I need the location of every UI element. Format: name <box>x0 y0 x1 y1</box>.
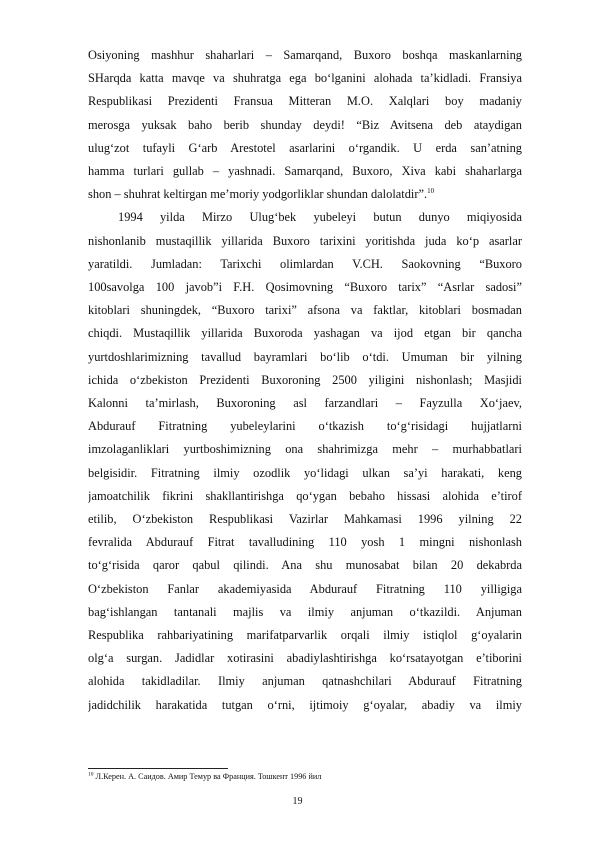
document-body <box>88 44 522 717</box>
footnote-reference[interactable]: 10 <box>427 187 435 196</box>
text-line: yaratildi. Jumladan: Tarixchi olimlardan V.CH. Saokovning “Buxoro <box>88 256 522 271</box>
text-line: 100savolga 100 javob”i F.H. Qosimovning “Buxoro tarix” “Asrlar sadosi” <box>88 280 522 295</box>
text-line: etilib, O‘zbekiston Respublikasi Vazirlar Mahkamasi 1996 yilning 22 <box>88 512 522 527</box>
text-line: Osiyoning mashhur shaharlari – Samarqand, Buxoro boshqa maskanlarning <box>88 48 522 62</box>
footnote-number: 10 <box>88 771 94 778</box>
text-line: jamoatchilik fikrini shakllantirishga qo‘ygan bebaho hissasi alohida e’tirof <box>88 488 522 503</box>
text-line: Kalonni ta’mirlash, Buxoroning asl farzandlari – Fayzulla Xo‘jaev, <box>88 396 522 411</box>
text-line: to‘g‘risida qaror qabul qilindi. Ana shu munosabat bilan 20 dekabrda <box>88 558 522 573</box>
text-line: kitoblari shuningdek, “Buxoro tarixi” afsona va faktlar, kitoblari bosmadan <box>88 303 522 318</box>
paragraph-2 <box>88 206 522 716</box>
text-line: yurtdoshlarimizning tavallud bayramlari bo‘lib o‘tdi. Umuman bir yilning <box>88 349 522 364</box>
text-line: olg‘a surgan. Jadidlar xotirasini abadiylashtirishga ko‘rsatayotgan e’tiborini <box>88 651 522 666</box>
text-line-last <box>88 183 522 206</box>
text-line: belgisidir. Fitratning ilmiy ozodlik yo‘lidagi ulkan sa’yi harakati, keng <box>88 465 522 480</box>
text-line: O‘zbekiston Fanlar akademiyasida Abdurauf Fitratning 110 yilligiga <box>88 581 522 596</box>
text-line: alohida takidladilar. Ilmiy anjuman qatnashchilari Abdurauf Fitratning <box>88 674 522 689</box>
text-line: bag‘ishlangan tantanali majlis va ilmiy anjuman o‘tkazildi. Anjuman <box>88 604 522 619</box>
text-line: ulug‘zot tufayli G‘arb Arestotel asarlarini o‘rgandik. U erda san’atning <box>88 140 522 155</box>
text-line: hamma turlari gullab – yashnadi. Samarqand, Buxoro, Xiva kabi shaharlarga <box>88 164 522 179</box>
text-line: fevralida Abdurauf Fitrat tavalludining 110 yosh 1 mingni nishonlash <box>88 535 522 550</box>
text-line: Respublikasi Prezidenti Fransua Mitteran M.O. Xalqlari boy madaniy <box>88 94 522 109</box>
text-line: SHarqda katta mavqe va shuhratga ega bo‘lganini alohada ta’kidladi. Fransiya <box>88 71 522 86</box>
footnote-separator <box>88 768 228 769</box>
text-line: chiqdi. Mustaqillik yillarida Buxoroda yashagan va ijod etgan bir qancha <box>88 326 522 341</box>
text-line: nishonlanib mustaqillik yillarida Buxoro tarixini yoritishda juda ko‘p asarlar <box>88 233 522 248</box>
text-line: jadidchilik harakatida tutgan o‘rni, ijtimoiy g‘oyalar, abadiy va ilmiy <box>88 697 522 712</box>
text-line: ichida o‘zbekiston Prezidenti Buxoroning 2500 yiligini nishonlash; Masjidi <box>88 372 522 387</box>
text-line: shon – shuhrat keltirgan me’moriy yodgorliklar shundan dalolatdir”. <box>88 187 428 202</box>
footnote <box>88 772 528 782</box>
text-line: 1994 yilda Mirzo Ulug‘bek yubeleyi butun dunyo miqiyosida <box>118 210 522 225</box>
text-line: Respublika rahbariyatining marifatparvarlik orqali ilmiy istiqlol g‘oyalarin <box>88 628 522 643</box>
text-line: merosga yuksak baho berib shunday deydi! “Biz Avitsena deb ataydigan <box>88 117 522 132</box>
page-number: 19 <box>292 796 303 807</box>
paragraph-1 <box>88 44 522 206</box>
footnote-text: Л.Керен. А. Саидов. Амир Темур ва Франция. Тошкент 1996 йил <box>93 772 322 781</box>
text-line: imzolaganliklari yurtboshimizning ona shahrimizga mehr – murhabbatlari <box>88 442 522 457</box>
text-line: Abdurauf Fitratning yubeleylarini o‘tkazish to‘g‘risidagi hujjatlarni <box>88 419 522 434</box>
